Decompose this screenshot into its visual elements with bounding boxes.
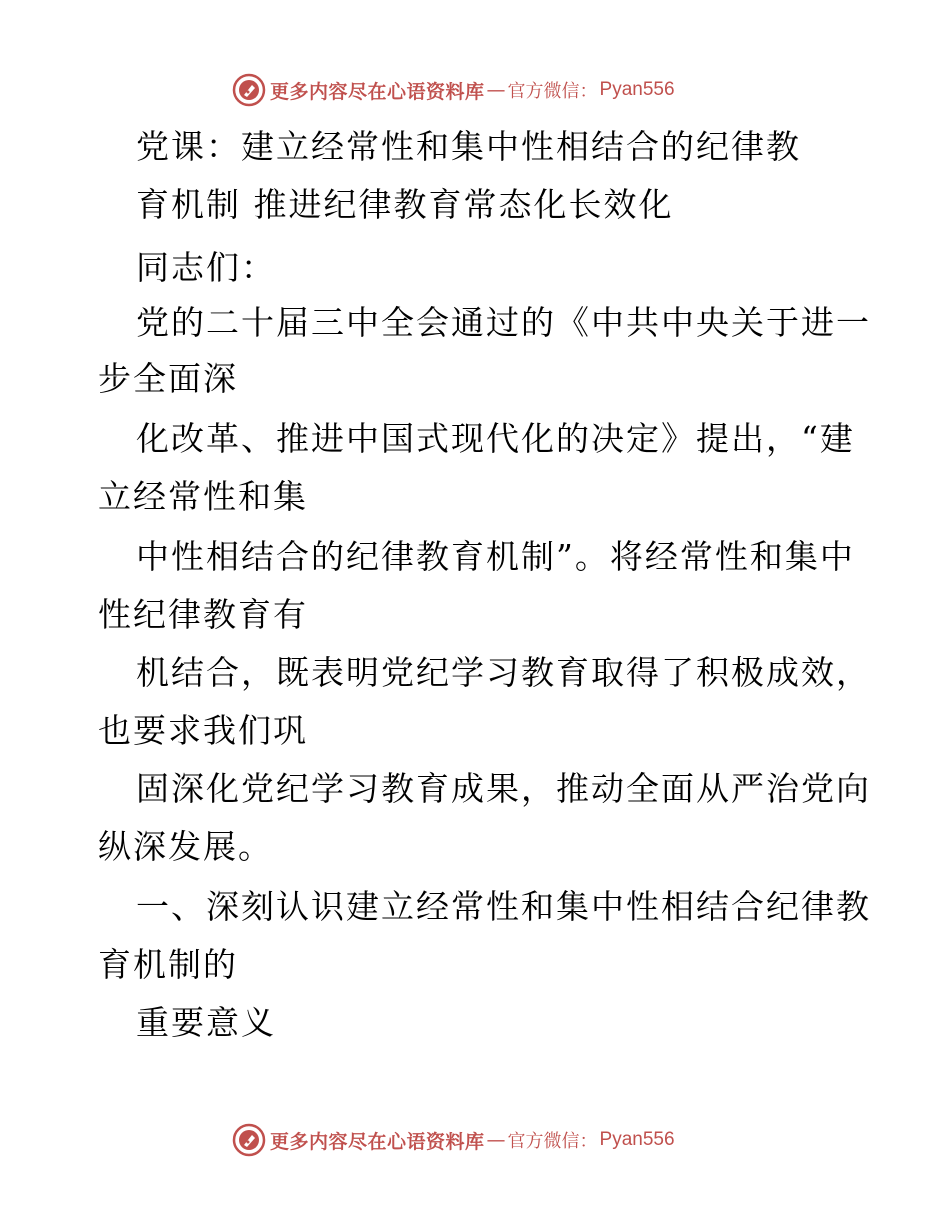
section-heading-line: 重要意义	[136, 1003, 276, 1042]
paragraph-line: 性纪律教育有	[98, 595, 308, 634]
title-line-2: 育机制 推进纪律教育常态化长效化	[136, 185, 674, 224]
paragraph-line: 党的二十届三中全会通过的《中共中央关于进一	[136, 303, 871, 342]
banner-brand-text: 更多内容尽在心语资料库	[270, 1130, 485, 1153]
paragraph-line: 纵深发展。	[98, 827, 273, 866]
title-line-1: 党课：建立经常性和集中性相结合的纪律教	[136, 127, 801, 166]
footer-banner	[232, 1120, 712, 1160]
banner-separator: —	[486, 1129, 506, 1151]
banner-wechat-id: Pyan556	[599, 1129, 675, 1150]
paragraph-line: 也要求我们巩	[98, 711, 308, 750]
paragraph-line: 立经常性和集	[98, 477, 308, 516]
banner-brand-text: 更多内容尽在心语资料库	[270, 80, 485, 103]
banner-contact-label: 官方微信：	[507, 1131, 598, 1152]
banner-separator: —	[486, 79, 506, 101]
banner-wechat-id: Pyan556	[599, 79, 675, 100]
section-heading-line: 一、深刻认识建立经常性和集中性相结合纪律教	[136, 887, 871, 926]
paragraph-line: 步全面深	[98, 359, 238, 398]
pen-nib-seal-icon	[232, 1123, 266, 1157]
banner-contact-label: 官方微信：	[507, 81, 598, 102]
paragraph-line: 中性相结合的纪律教育机制”。将经常性和集中	[136, 537, 855, 576]
header-banner	[232, 70, 712, 110]
paragraph-line: 化改革、推进中国式现代化的决定》提出，“建	[136, 419, 855, 458]
greeting: 同志们：	[136, 248, 276, 287]
paragraph-line: 机结合，既表明党纪学习教育取得了积极成效，	[136, 653, 871, 692]
pen-nib-seal-icon	[232, 73, 266, 107]
section-heading-line: 育机制的	[98, 945, 238, 984]
paragraph-line: 固深化党纪学习教育成果，推动全面从严治党向	[136, 769, 871, 808]
